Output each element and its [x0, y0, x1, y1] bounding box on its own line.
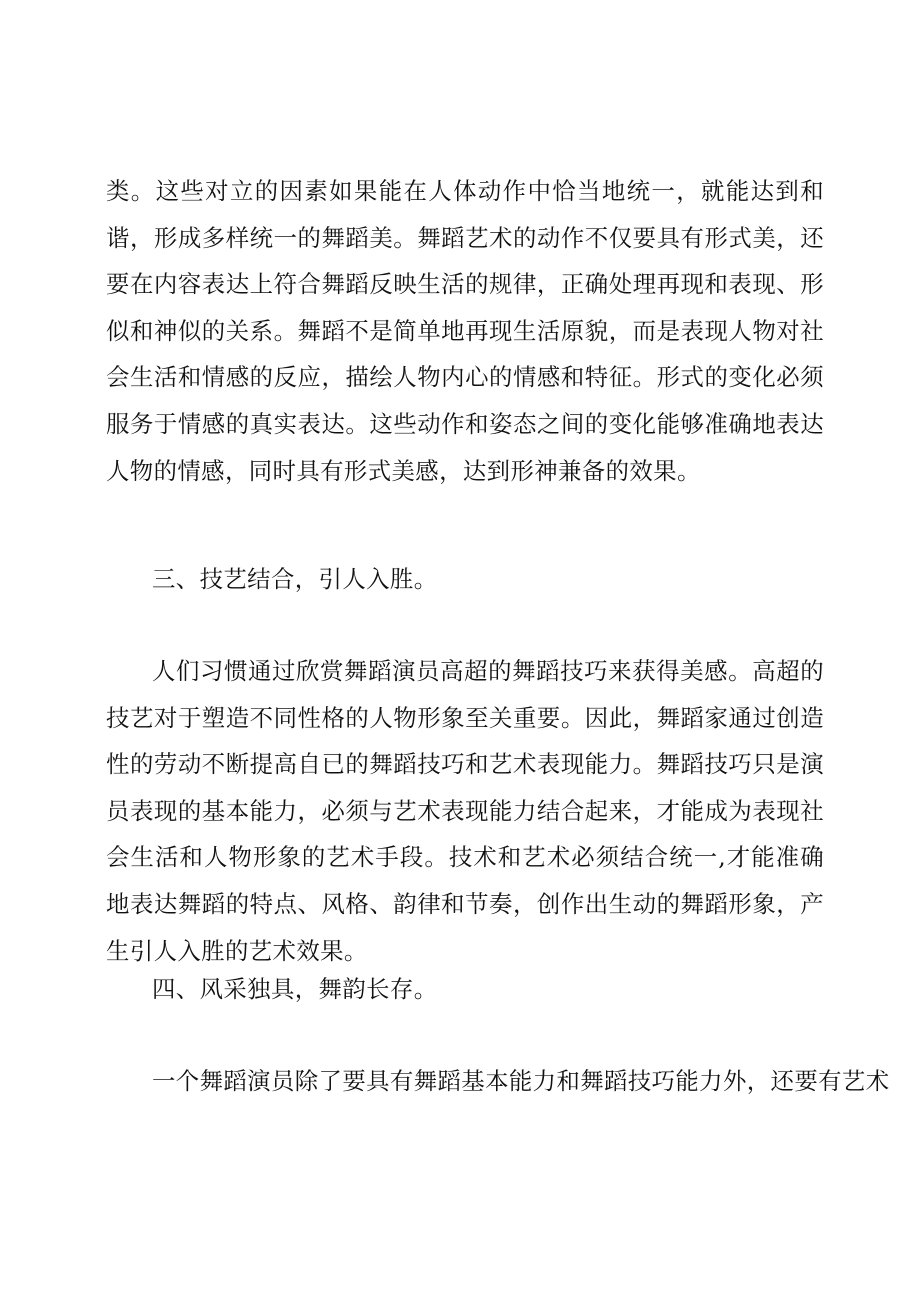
body-paragraph-continued: 类。这些对立的因素如果能在人体动作中恰当地统一，就能达到和谐，形成多样统一的舞蹈美。舞蹈艺术的动作不仅要具有形式美，还要在内容表达上符合舞蹈反映生活的规律，正确处理再现和表现、形似和神似的关系。舞蹈不是简单地再现生活原貌，而是表现人物对社会生活和情感的反应，描绘人物内心的情感和特征。形式的变化必须服务于情感的真实表达。这些动作和姿态之间的变化能够准确地表达人物的情感，同时具有形式美感，达到形神兼备的效果。 — [106, 177, 824, 485]
body-paragraph-4: 一个舞蹈演员除了要具有舞蹈基本能力和舞蹈技巧能力外，还要有艺术 — [152, 1067, 890, 1095]
body-paragraph-3: 人们习惯通过欣赏舞蹈演员高超的舞蹈技巧来获得美感。高超的技艺对于塑造不同性格的人物形象至关重要。因此，舞蹈家通过创造性的劳动不断提高自已的舞蹈技巧和艺术表现能力。舞蹈技巧只是演员表现的基本能力，必须与艺术表现能力结合起来，才能成为表现社会生活和人物形象的艺术手段。技术和艺术必须结合统一,才能准确地表达舞蹈的特点、风格、韵律和节奏，创作出生动的舞蹈形象，产生引人入胜的艺术效果。 — [106, 657, 824, 965]
section-heading-4: 四、风采独具，舞韵长存。 — [152, 975, 438, 1003]
section-heading-3: 三、技艺结合，引人入胜。 — [152, 565, 438, 593]
